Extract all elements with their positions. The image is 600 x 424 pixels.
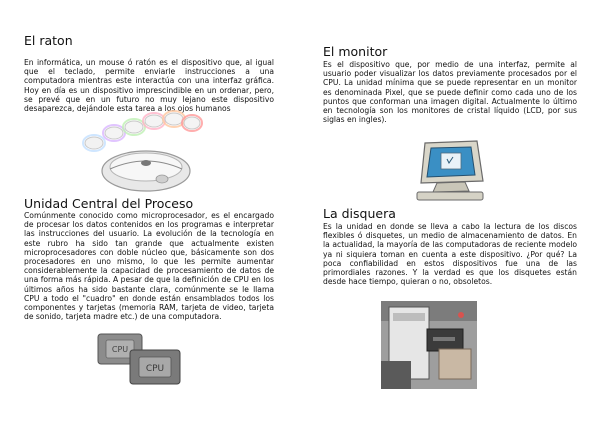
large-mouse-icon	[102, 151, 190, 191]
mouse-image	[74, 105, 204, 197]
section-body-ucp: Comúnmente conocido como microprocesador, es el encargado de procesar los datos contenidos en los programas e interpretar las instrucciones del usuario. La evolución de la tecnología en este rubro ha sido tan grande que actualmente existen microprocesadores con doble núcleo que, básicamente son dos procesadores en uno mismo, lo que les permite aumentar considerablemente la capacidad de procesamiento de datos de una forma más rápida. A pesar de que la definición de CPU en los últimos años ha sido bastante clara, comúnmente se le llama CPU a todo el "cuadro" en donde están ensamblados todos los componentes y tarjetas (memoria RAM, tarjeta de video, tarjeta de sonido, tarjeta madre etc.) de una computadora.	[24, 211, 274, 322]
cpu-chip-icon	[130, 350, 180, 384]
crt-monitor-icon	[417, 141, 483, 200]
section-title-disquera: La disquera	[323, 206, 396, 221]
section-title-ucp: Unidad Central del Proceso	[24, 196, 194, 211]
cpu-chip-label-1: CPU	[111, 345, 129, 354]
floppy-drive-photo	[381, 301, 477, 389]
cpu-chip-label-2: CPU	[145, 364, 165, 374]
small-mice-group-icon	[83, 111, 202, 151]
section-body-disquera: Es la unidad en donde se lleva a cabo la lectura de los discos flexibles ó disquetes, un medio de almacenamiento de datos. En la actualidad, la mayoría de las computadoras de reciente modelo ya ni siquiera toman en cuenta a este dispositivo. ¿Por qué? La poca confiabilidad en estos dispositivos fue una de las primordiales razones. Y la verdad es que los disquetes están desde hace tiempo, quieran o no, obsoletos.	[323, 222, 577, 287]
cpu-chips-image	[92, 330, 188, 388]
monitor-image	[407, 137, 493, 203]
section-body-raton: En informática, un mouse ó ratón es el dispositivo que, al igual que el teclado, permite enviarle instrucciones a una computadora mientras este interactúa con una interfaz gráfica. Hoy en día es un dispositivo imprescindible en un ordenar, pero, se prevé que en un futuro no muy lejano este dispositivo desaparezca, dejándole esta tarea a los ojos humanos	[24, 58, 274, 114]
floppy-drive-icon	[381, 301, 477, 389]
section-body-monitor: Es el dispositivo que, por medio de una interfaz, permite al usuario poder visualizar los datos previamente procesados por el CPU. La unidad mínima que se puede representar en un monitor es denominada Pixel, que se puede definir como cada uno de los puntos que conforman una imagen digital. Actualmente lo último en tecnología son los monitores de cristal líquido (LCD, por sus siglas en ingles).	[323, 60, 577, 125]
section-title-monitor: El monitor	[323, 44, 388, 59]
section-title-raton: El raton	[24, 33, 73, 48]
